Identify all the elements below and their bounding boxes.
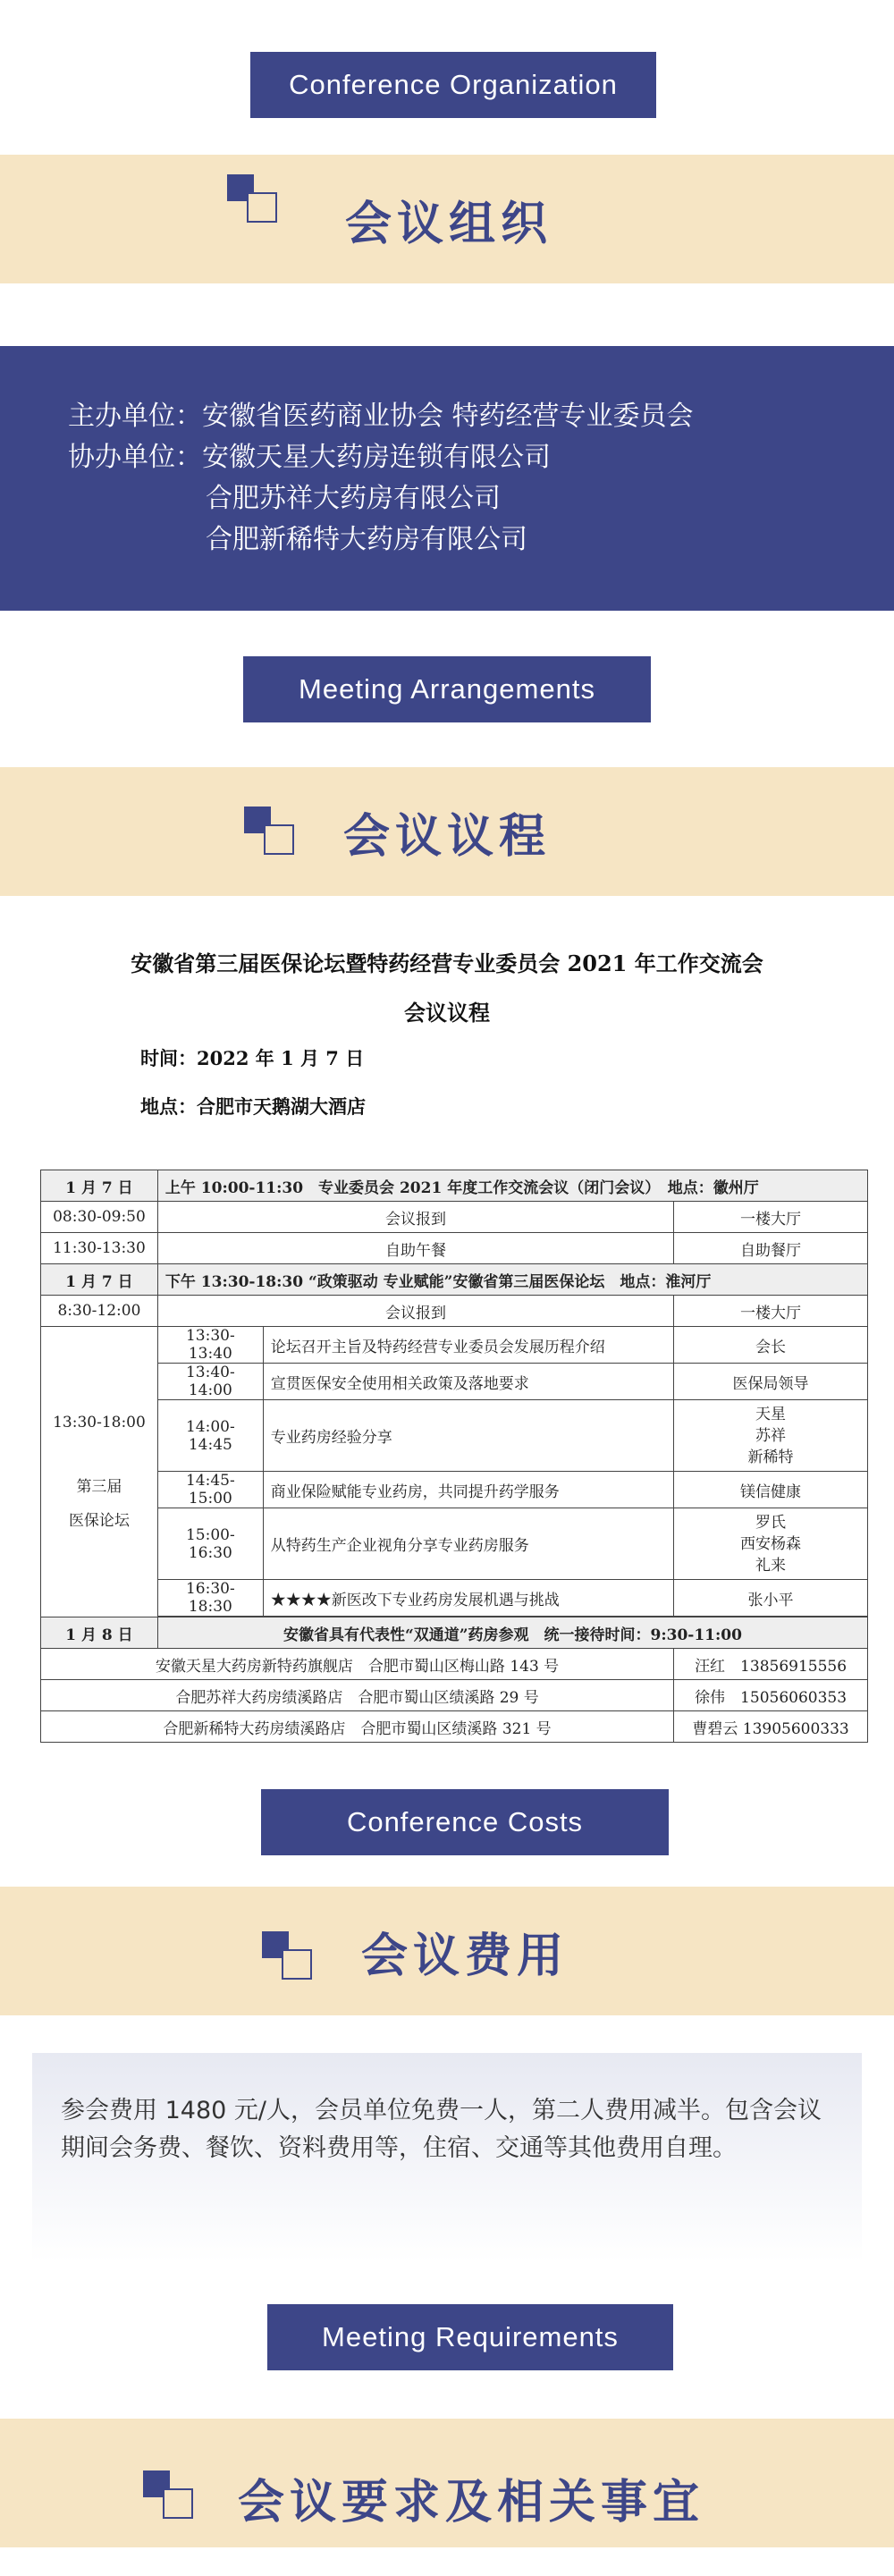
visit-place: 合肥苏祥大药房绩溪路店 合肥市蜀山区绩溪路 29 号	[41, 1680, 674, 1711]
who-cell: 张小平	[674, 1580, 868, 1617]
section-band-requirements	[0, 2419, 894, 2547]
costs-text: 参会费用 1480 元/人，会员单位免费一人，第二人费用减半。包含会议期间会务费、餐饮、资料费用等，住宿、交通等其他费用自理。	[61, 2097, 822, 2162]
time-cell: 14:45-15:00	[157, 1472, 263, 1508]
co-name: 合肥新稀特大药房有限公司	[206, 524, 527, 555]
item-cell: 论坛召开主旨及特药经营专业委员会发展历程介绍	[263, 1327, 673, 1364]
item-cell: 从特药生产企业视角分享专业药房服务	[263, 1508, 673, 1580]
co-label: 协办单位：	[68, 442, 202, 473]
table-row	[41, 1202, 868, 1233]
forum-time: 13:30-18:00	[53, 1414, 146, 1432]
table-row	[41, 1327, 868, 1364]
squares-icon	[244, 807, 294, 855]
section-tag-arrangements: Meeting Arrangements	[243, 656, 651, 722]
table-row	[41, 1580, 868, 1617]
table-row	[41, 1364, 868, 1400]
table-row	[41, 1508, 868, 1580]
organization-box	[0, 346, 894, 611]
table-row	[41, 1680, 868, 1711]
day-cell: 1 月 7 日	[41, 1170, 158, 1202]
visit-contact: 汪红 13856915556	[674, 1649, 868, 1680]
section-band-arrangements	[0, 767, 894, 896]
day-cell: 1 月 7 日	[41, 1264, 158, 1296]
who-cell: 医保局领导	[674, 1364, 868, 1400]
costs-box	[32, 2053, 862, 2262]
co-name: 合肥苏祥大药房有限公司	[206, 483, 501, 514]
time-cell: 14:00-14:45	[157, 1400, 263, 1472]
table-row	[41, 1711, 868, 1743]
table-row	[41, 1472, 868, 1508]
agenda-place: 地点：合肥市天鹅湖大酒店	[140, 1095, 366, 1118]
who-cell: 一楼大厅	[674, 1296, 868, 1327]
section-tag-organization: Conference Organization	[250, 52, 656, 118]
section-title-organization: 会议组织	[345, 197, 553, 251]
section-band-costs	[0, 1887, 894, 2015]
visit-contact: 曹碧云 13905600333	[674, 1711, 868, 1743]
who-cell: 一楼大厅	[674, 1202, 868, 1233]
time-cell: 11:30-13:30	[41, 1233, 158, 1264]
visit-place: 合肥新稀特大药房绩溪路店 合肥市蜀山区绩溪路 321 号	[41, 1711, 674, 1743]
day2-header: 安徽省具有代表性“双通道”药房参观 统一接待时间：9:30-11:00	[157, 1617, 867, 1649]
squares-icon	[227, 174, 277, 223]
section-band-organization	[0, 155, 894, 283]
time-cell: 08:30-09:50	[41, 1202, 158, 1233]
section-title-costs: 会议费用	[361, 1929, 569, 1983]
agenda-time: 时间：2022 年 1 月 7 日	[140, 1047, 365, 1069]
visit-place: 安徽天星大药房新特药旗舰店 合肥市蜀山区梅山路 143 号	[41, 1649, 674, 1680]
who-cell: 罗氏 西安杨森 礼来	[674, 1508, 868, 1580]
time-cell: 13:30-13:40	[157, 1327, 263, 1364]
time-cell: 8:30-12:00	[41, 1296, 158, 1327]
table-row	[41, 1170, 868, 1202]
item-cell: 会议报到	[157, 1202, 673, 1233]
agenda-table	[40, 1170, 868, 1743]
item-cell: 宣贯医保安全使用相关政策及落地要求	[263, 1364, 673, 1400]
day-cell: 1 月 8 日	[41, 1617, 158, 1649]
time-cell: 16:30-18:30	[157, 1580, 263, 1617]
who-cell: 镁信健康	[674, 1472, 868, 1508]
item-cell: ★★★★新医改下专业药房发展机遇与挑战	[263, 1580, 673, 1617]
table-row	[41, 1233, 868, 1264]
who-cell: 会长	[674, 1327, 868, 1364]
section-tag-requirements: Meeting Requirements	[267, 2304, 673, 2370]
who-cell: 自助餐厅	[674, 1233, 868, 1264]
forum-name: 第三届 医保论坛	[68, 1478, 130, 1530]
squares-icon	[262, 1931, 312, 1980]
item-cell: 自助午餐	[157, 1233, 673, 1264]
host-label: 主办单位：	[68, 401, 202, 432]
am-header: 上午 10:00-11:30 专业委员会 2021 年度工作交流会议（闭门会议） 地点：徽州厅	[157, 1170, 867, 1202]
section-tag-costs: Conference Costs	[261, 1789, 669, 1855]
co-line	[68, 437, 894, 478]
item-cell: 商业保险赋能专业药房，共同提升药学服务	[263, 1472, 673, 1508]
section-title-arrangements: 会议议程	[343, 809, 552, 864]
visit-contact: 徐伟 15056060353	[674, 1680, 868, 1711]
co-name: 安徽天星大药房连锁有限公司	[202, 442, 551, 473]
time-cell: 15:00-16:30	[157, 1508, 263, 1580]
pm-header: 下午 13:30-18:30 “政策驱动 专业赋能”安徽省第三届医保论坛 地点：淮河厅	[157, 1264, 867, 1296]
table-row	[41, 1617, 868, 1649]
item-cell: 专业药房经验分享	[263, 1400, 673, 1472]
item-cell: 会议报到	[157, 1296, 673, 1327]
table-row	[41, 1264, 868, 1296]
agenda-title: 安徽省第三届医保论坛暨特药经营专业委员会 2021 年工作交流会	[131, 950, 763, 976]
section-title-requirements: 会议要求及相关事宜	[238, 2475, 705, 2530]
who-cell: 天星 苏祥 新稀特	[674, 1400, 868, 1472]
host-line	[68, 396, 894, 437]
table-row	[41, 1296, 868, 1327]
table-row	[41, 1649, 868, 1680]
forum-cell	[41, 1327, 158, 1617]
squares-icon	[143, 2470, 193, 2519]
table-row	[41, 1400, 868, 1472]
time-cell: 13:40-14:00	[157, 1364, 263, 1400]
host-name: 安徽省医药商业协会 特药经营专业委员会	[202, 401, 694, 432]
agenda-subtitle: 会议议程	[404, 1000, 490, 1026]
